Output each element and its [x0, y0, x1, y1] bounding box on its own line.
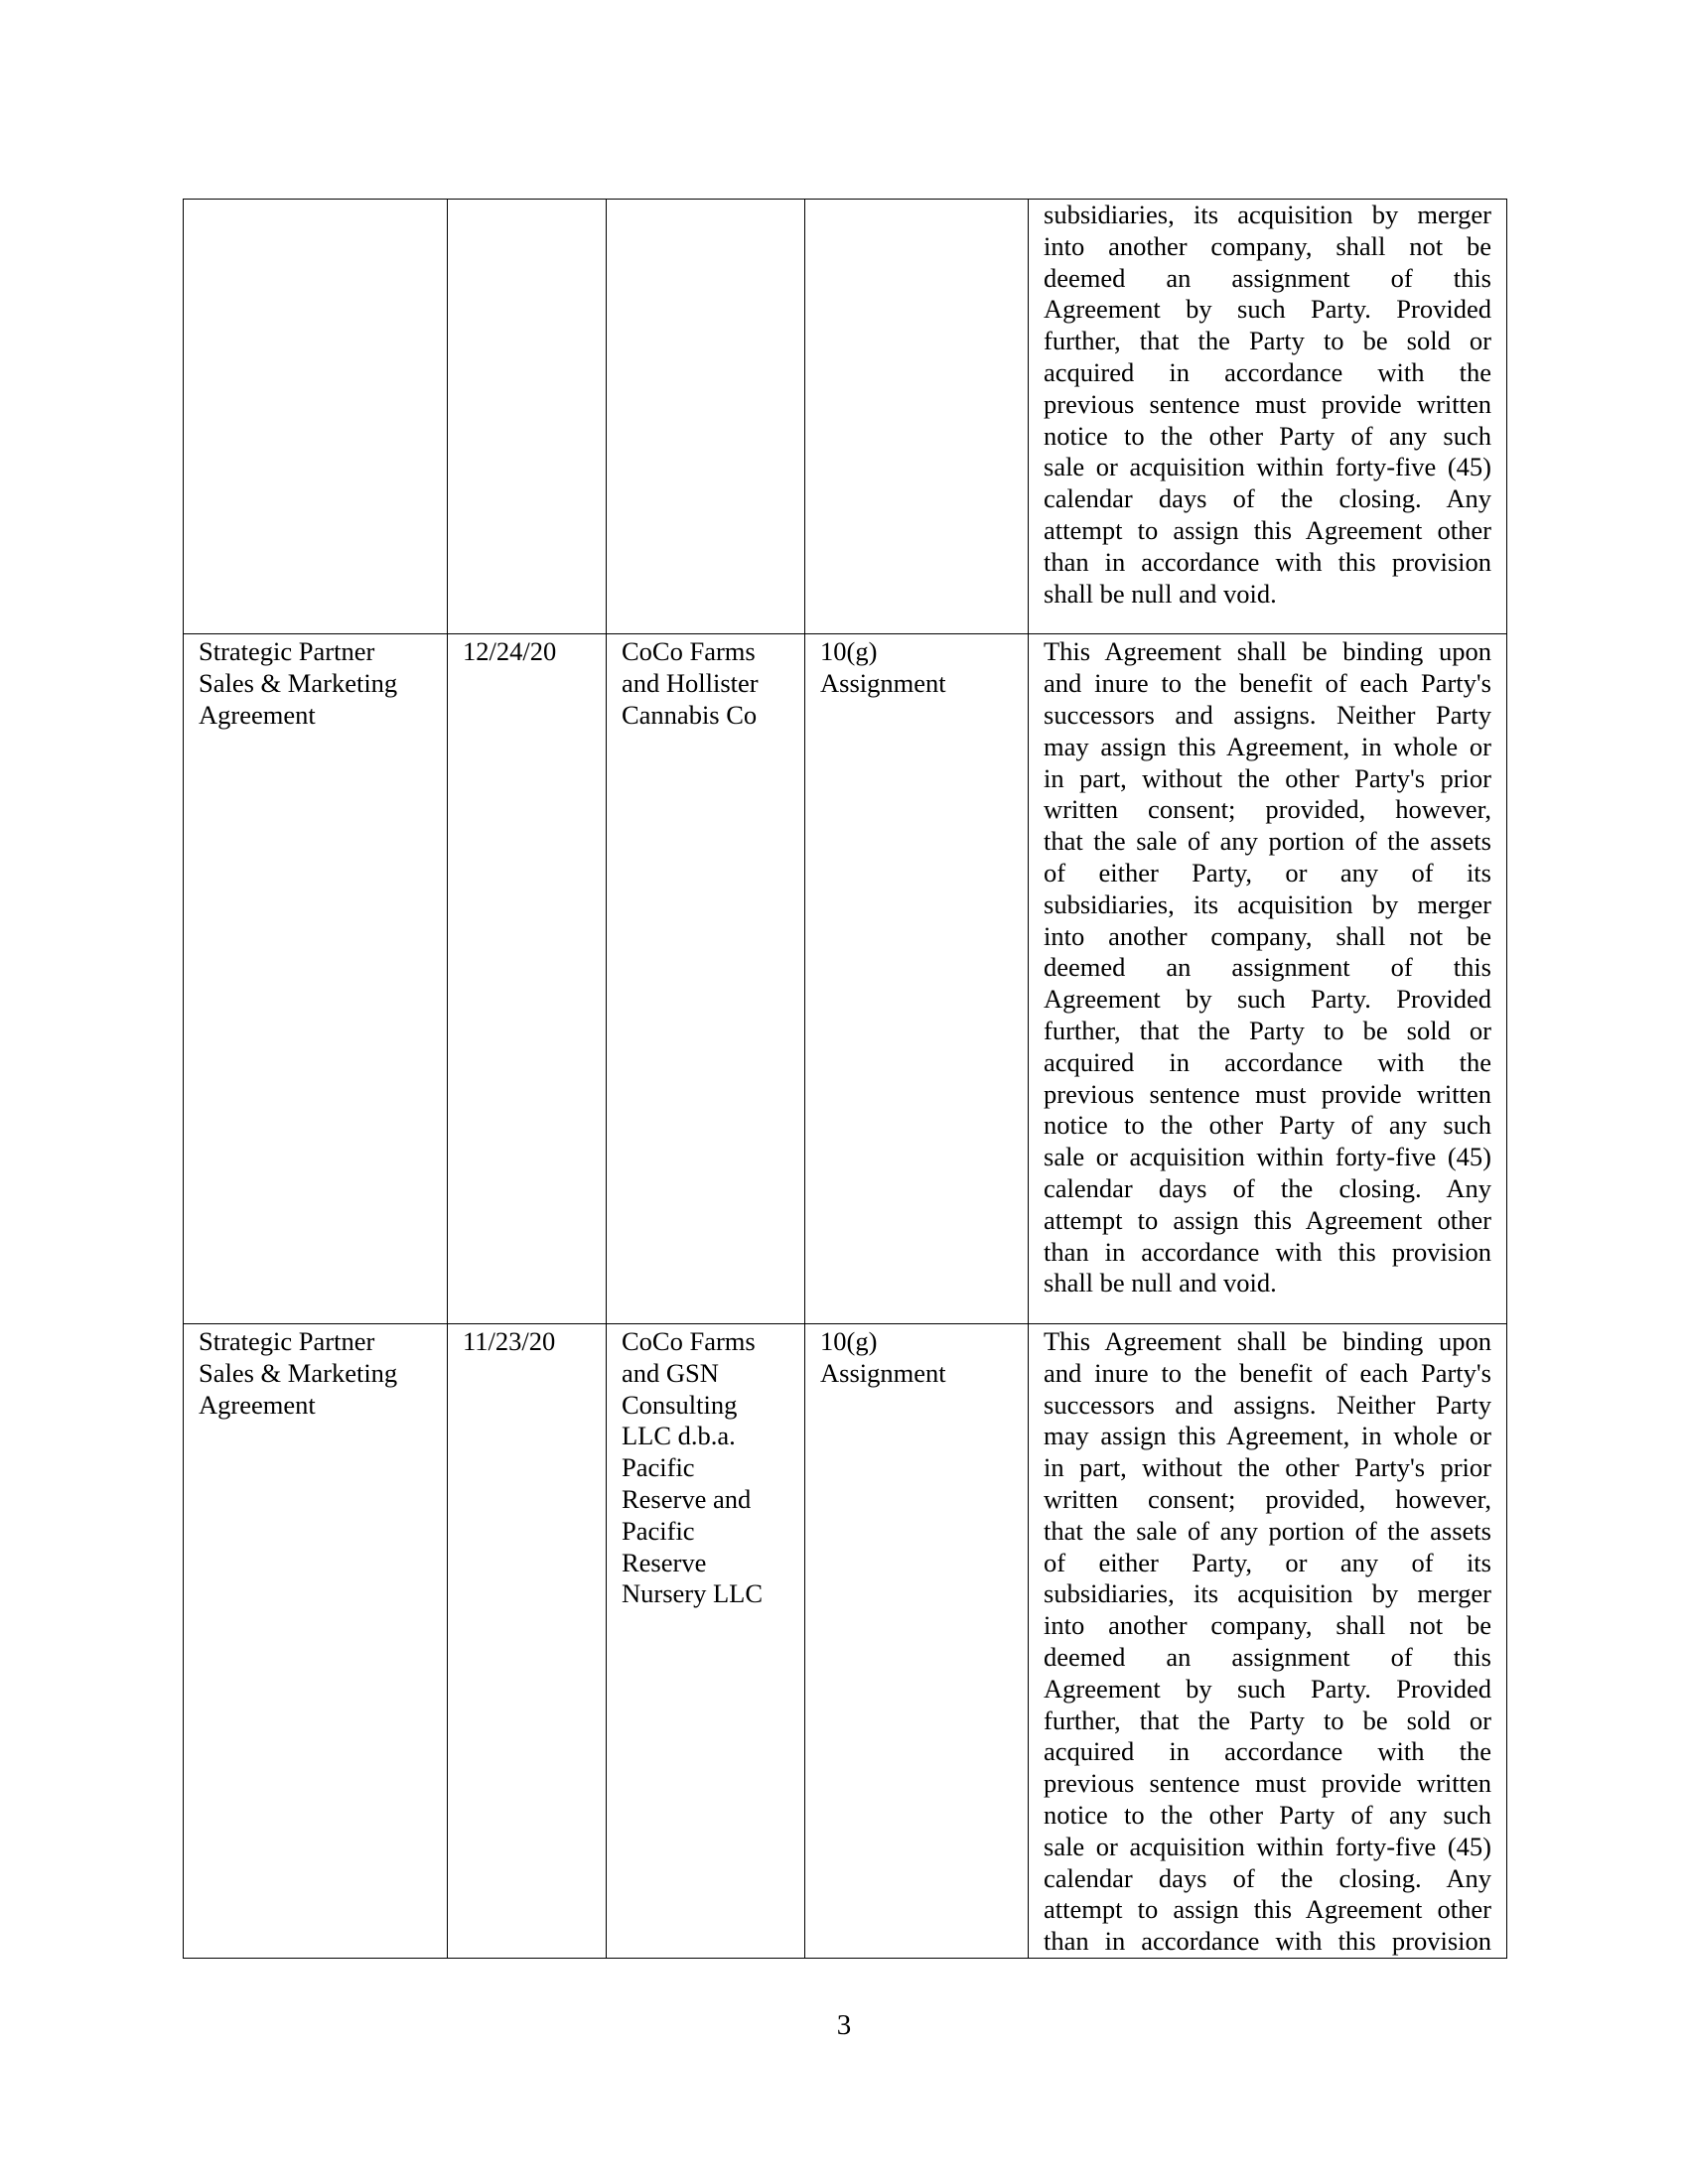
parties-line: and Hollister: [622, 668, 759, 699]
clause-line: notice to the other Party of any such: [1044, 1800, 1491, 1831]
section-cell: [805, 200, 1029, 634]
clause-line: notice to the other Party of any such: [1044, 1110, 1491, 1141]
parties-line: Nursery LLC: [622, 1578, 764, 1609]
clause-line: sale or acquisition within forty-five (45): [1044, 1142, 1491, 1172]
parties-cell: [607, 200, 805, 634]
section-number: 10(g): [820, 636, 878, 667]
clause-line: that the sale of any portion of the assets: [1044, 826, 1491, 857]
parties-line: Pacific: [622, 1452, 695, 1483]
parties-line: Reserve: [622, 1547, 707, 1577]
clause-line: sale or acquisition within forty-five (45): [1044, 1831, 1491, 1861]
table-row: [184, 1324, 1507, 1959]
clause-line: into another company, shall not be: [1044, 230, 1491, 261]
parties-line: Pacific: [622, 1515, 695, 1546]
clause-line: attempt to assign this Agreement other: [1044, 1894, 1491, 1925]
clause-line: into another company, shall not be: [1044, 920, 1491, 951]
agreement-date-cell: [448, 200, 607, 634]
clause-line: may assign this Agreement, in whole or: [1044, 1421, 1491, 1451]
parties-line: Reserve and: [622, 1484, 752, 1515]
agreement-name-cell: [184, 634, 448, 1324]
table-row: [184, 200, 1507, 634]
page-number: 3: [836, 2009, 852, 2041]
table-row: [184, 634, 1507, 1324]
parties-cell: [607, 634, 805, 1324]
clause-line: may assign this Agreement, in whole or: [1044, 731, 1491, 761]
clause-line: than in accordance with this provision: [1044, 546, 1491, 577]
section-title: Assignment: [820, 1357, 946, 1388]
clause-line: subsidiaries, its acquisition by merger: [1044, 888, 1491, 919]
section-cell: [805, 1324, 1029, 1959]
clause-text-cell: [1029, 634, 1507, 1324]
clause-line: previous sentence must provide written: [1044, 1078, 1491, 1109]
clause-line: This Agreement shall be binding upon: [1044, 636, 1491, 667]
clause-line: written consent; provided, however,: [1044, 1484, 1491, 1515]
parties-line: Consulting: [622, 1389, 738, 1420]
parties-cell: [607, 1324, 805, 1959]
clause-line: acquired in accordance with the: [1044, 356, 1491, 387]
clause-line: attempt to assign this Agreement other: [1044, 514, 1491, 545]
clause-line: than in accordance with this provision: [1044, 1926, 1491, 1957]
parties-line: and GSN: [622, 1357, 719, 1388]
clause-line: shall be null and void.: [1044, 1268, 1277, 1298]
clause-line: and inure to the benefit of each Party's: [1044, 668, 1491, 699]
clause-line: than in accordance with this provision: [1044, 1236, 1491, 1267]
section-number: 10(g): [820, 1326, 878, 1357]
clause-line: previous sentence must provide written: [1044, 1768, 1491, 1799]
clause-line: deemed an assignment of this: [1044, 952, 1491, 983]
clause-line: calendar days of the closing. Any: [1044, 1172, 1491, 1203]
clause-line: further, that the Party to be sold or: [1044, 1705, 1491, 1735]
agreements-table: [183, 199, 1507, 1959]
agreement-date-cell: [448, 634, 607, 1324]
clause-text-cell: [1029, 1324, 1507, 1959]
agreement-name-line: Sales & Marketing: [199, 1357, 398, 1388]
clause-line: deemed an assignment of this: [1044, 1642, 1491, 1673]
agreements-table-body: [184, 200, 1507, 1959]
agreement-date-cell: [448, 1324, 607, 1959]
clause-line: in part, without the other Party's prior: [1044, 762, 1491, 793]
agreement-date: 11/23/20: [463, 1326, 556, 1357]
clause-line: Agreement by such Party. Provided: [1044, 294, 1491, 325]
clause-line: written consent; provided, however,: [1044, 794, 1491, 825]
clause-line: calendar days of the closing. Any: [1044, 483, 1491, 514]
clause-line: further, that the Party to be sold or: [1044, 1015, 1491, 1045]
parties-line: LLC d.b.a.: [622, 1421, 736, 1451]
clause-line: and inure to the benefit of each Party's: [1044, 1357, 1491, 1388]
clause-line: Agreement by such Party. Provided: [1044, 1673, 1491, 1704]
clause-line: of either Party, or any of its: [1044, 1547, 1491, 1577]
clause-line: deemed an assignment of this: [1044, 262, 1491, 293]
clause-line: notice to the other Party of any such: [1044, 420, 1491, 451]
clause-line: attempt to assign this Agreement other: [1044, 1204, 1491, 1235]
section-cell: [805, 634, 1029, 1324]
clause-line: successors and assigns. Neither Party: [1044, 699, 1491, 730]
clause-line: acquired in accordance with the: [1044, 1736, 1491, 1767]
agreement-name-line: Strategic Partner: [199, 1326, 375, 1357]
clause-line: into another company, shall not be: [1044, 1610, 1491, 1641]
clause-line: Agreement by such Party. Provided: [1044, 984, 1491, 1015]
parties-line: CoCo Farms: [622, 636, 756, 667]
section-title: Assignment: [820, 668, 946, 699]
clause-line: calendar days of the closing. Any: [1044, 1862, 1491, 1893]
clause-line: in part, without the other Party's prior: [1044, 1452, 1491, 1483]
clause-line: of either Party, or any of its: [1044, 857, 1491, 887]
clause-line: subsidiaries, its acquisition by merger: [1044, 1578, 1491, 1609]
clause-line: This Agreement shall be binding upon: [1044, 1326, 1491, 1357]
clause-line: shall be null and void.: [1044, 578, 1277, 609]
clause-line: previous sentence must provide written: [1044, 388, 1491, 419]
parties-line: Cannabis Co: [622, 699, 758, 730]
clause-line: successors and assigns. Neither Party: [1044, 1389, 1491, 1420]
agreement-date: 12/24/20: [463, 636, 557, 667]
clause-line: subsidiaries, its acquisition by merger: [1044, 200, 1491, 229]
agreement-name-line: Strategic Partner: [199, 636, 375, 667]
agreement-name-line: Agreement: [199, 1389, 316, 1420]
clause-line: further, that the Party to be sold or: [1044, 326, 1491, 356]
agreement-name-line: Agreement: [199, 699, 316, 730]
agreement-name-cell: [184, 1324, 448, 1959]
clause-line: that the sale of any portion of the assets: [1044, 1515, 1491, 1546]
clause-line: acquired in accordance with the: [1044, 1046, 1491, 1077]
clause-line: sale or acquisition within forty-five (45): [1044, 452, 1491, 482]
clause-text-cell: [1029, 200, 1507, 634]
parties-line: CoCo Farms: [622, 1326, 756, 1357]
agreement-name-line: Sales & Marketing: [199, 668, 398, 699]
agreement-name-cell: [184, 200, 448, 634]
